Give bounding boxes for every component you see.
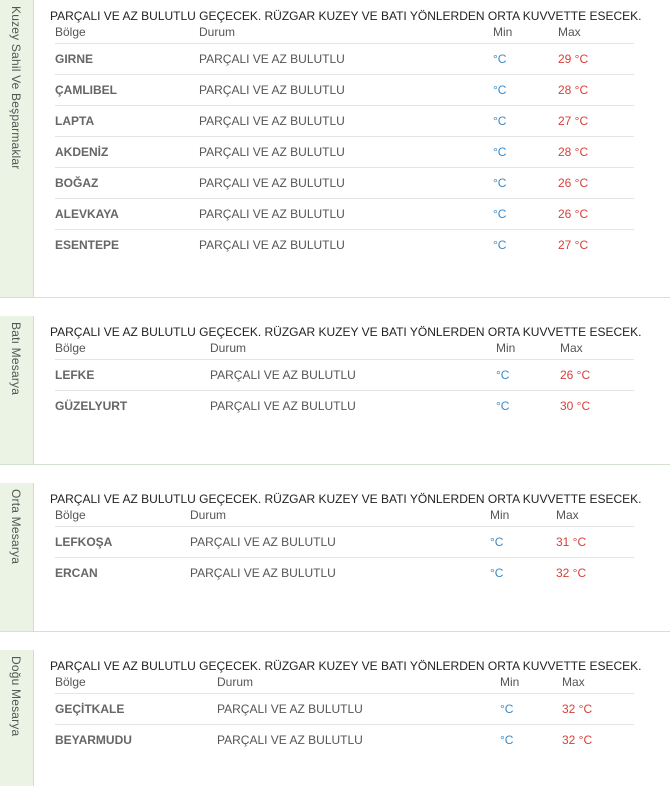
table-header-row	[55, 672, 634, 694]
forecast-summary: PARÇALI VE AZ BULUTLU GEÇECEK. RÜZGAR KUZEY VE BATI YÖNLERDEN ORTA KUVVETTE ESECEK.	[50, 659, 642, 673]
min-temp: °C	[493, 145, 507, 159]
table-row	[55, 391, 634, 421]
header-max: Max	[562, 675, 585, 689]
region-name: BOĞAZ	[55, 176, 99, 190]
table-row	[55, 558, 634, 588]
forecast-table	[55, 338, 634, 421]
forecast-section-dogu-mesarya	[0, 650, 670, 786]
forecast-summary: PARÇALI VE AZ BULUTLU GEÇECEK. RÜZGAR KUZEY VE BATI YÖNLERDEN ORTA KUVVETTE ESECEK.	[50, 325, 642, 339]
header-max: Max	[560, 341, 583, 355]
min-temp: °C	[490, 566, 504, 580]
header-max: Max	[558, 25, 581, 39]
min-temp: °C	[493, 207, 507, 221]
weather-status: PARÇALI VE AZ BULUTLU	[199, 114, 345, 128]
region-group-label: Kuzey Sahil Ve Beşparmaklar	[9, 6, 23, 170]
weather-status: PARÇALI VE AZ BULUTLU	[217, 733, 363, 747]
table-row	[55, 137, 634, 168]
weather-status: PARÇALI VE AZ BULUTLU	[199, 145, 345, 159]
region-name: GIRNE	[55, 52, 94, 66]
header-status: Durum	[217, 675, 254, 689]
forecast-table	[55, 672, 634, 755]
forecast-section-bati-mesarya	[0, 316, 670, 465]
region-name: BEYARMUDU	[55, 733, 132, 747]
header-min: Min	[490, 508, 510, 522]
forecast-table	[55, 22, 634, 260]
max-temp: 26 °C	[560, 368, 591, 382]
weather-status: PARÇALI VE AZ BULUTLU	[199, 176, 345, 190]
weather-status: PARÇALI VE AZ BULUTLU	[199, 83, 345, 97]
header-min: Min	[496, 341, 516, 355]
forecast-table	[55, 505, 634, 588]
region-group-sidebar	[0, 650, 34, 786]
max-temp: 28 °C	[558, 145, 589, 159]
min-temp: °C	[493, 52, 507, 66]
forecast-summary: PARÇALI VE AZ BULUTLU GEÇECEK. RÜZGAR KUZEY VE BATI YÖNLERDEN ORTA KUVVETTE ESECEK.	[50, 492, 642, 506]
min-temp: °C	[500, 733, 514, 747]
max-temp: 28 °C	[558, 83, 589, 97]
forecast-section-kuzey-sahil	[0, 0, 670, 298]
weather-status: PARÇALI VE AZ BULUTLU	[199, 207, 345, 221]
region-group-label: Batı Mesarya	[9, 322, 23, 396]
max-temp: 26 °C	[558, 176, 589, 190]
table-row	[55, 106, 634, 137]
max-temp: 27 °C	[558, 238, 589, 252]
table-row	[55, 230, 634, 260]
header-status: Durum	[210, 341, 247, 355]
forecast-section-orta-mesarya	[0, 483, 670, 632]
weather-status: PARÇALI VE AZ BULUTLU	[190, 566, 336, 580]
max-temp: 32 °C	[556, 566, 587, 580]
region-name: ÇAMLIBEL	[55, 83, 117, 97]
region-group-sidebar	[0, 316, 34, 464]
weather-status: PARÇALI VE AZ BULUTLU	[210, 399, 356, 413]
max-temp: 32 °C	[562, 702, 593, 716]
header-region: Bölge	[55, 341, 86, 355]
min-temp: °C	[490, 535, 504, 549]
table-row	[55, 694, 634, 725]
table-row	[55, 360, 634, 391]
table-header-row	[55, 505, 634, 527]
max-temp: 30 °C	[560, 399, 591, 413]
region-name: GEÇİTKALE	[55, 702, 125, 716]
region-name: ERCAN	[55, 566, 98, 580]
table-header-row	[55, 338, 634, 360]
table-row	[55, 527, 634, 558]
max-temp: 27 °C	[558, 114, 589, 128]
header-min: Min	[500, 675, 520, 689]
table-header-row	[55, 22, 634, 44]
header-region: Bölge	[55, 675, 86, 689]
region-group-label: Doğu Mesarya	[9, 656, 23, 737]
header-status: Durum	[199, 25, 236, 39]
header-min: Min	[493, 25, 513, 39]
max-temp: 31 °C	[556, 535, 587, 549]
region-name: ALEVKAYA	[55, 207, 119, 221]
region-name: LAPTA	[55, 114, 95, 128]
table-row	[55, 725, 634, 755]
table-row	[55, 168, 634, 199]
region-name: LEFKE	[55, 368, 95, 382]
region-group-sidebar	[0, 483, 34, 631]
header-status: Durum	[190, 508, 227, 522]
weather-status: PARÇALI VE AZ BULUTLU	[190, 535, 336, 549]
min-temp: °C	[500, 702, 514, 716]
max-temp: 32 °C	[562, 733, 593, 747]
region-group-sidebar	[0, 0, 34, 297]
region-name: ESENTEPE	[55, 238, 120, 252]
min-temp: °C	[496, 399, 510, 413]
region-name: GÜZELYURT	[55, 399, 128, 413]
max-temp: 26 °C	[558, 207, 589, 221]
table-row	[55, 44, 634, 75]
region-name: AKDENİZ	[55, 145, 109, 159]
min-temp: °C	[496, 368, 510, 382]
header-max: Max	[556, 508, 579, 522]
region-group-label: Orta Mesarya	[9, 489, 23, 565]
max-temp: 29 °C	[558, 52, 589, 66]
table-row	[55, 75, 634, 106]
header-region: Bölge	[55, 508, 86, 522]
weather-status: PARÇALI VE AZ BULUTLU	[199, 52, 345, 66]
weather-status: PARÇALI VE AZ BULUTLU	[210, 368, 356, 382]
header-region: Bölge	[55, 25, 86, 39]
weather-status: PARÇALI VE AZ BULUTLU	[199, 238, 345, 252]
table-row	[55, 199, 634, 230]
min-temp: °C	[493, 114, 507, 128]
forecast-summary: PARÇALI VE AZ BULUTLU GEÇECEK. RÜZGAR KUZEY VE BATI YÖNLERDEN ORTA KUVVETTE ESECEK.	[50, 9, 642, 23]
region-name: LEFKOŞA	[55, 535, 113, 549]
min-temp: °C	[493, 176, 507, 190]
min-temp: °C	[493, 83, 507, 97]
min-temp: °C	[493, 238, 507, 252]
weather-status: PARÇALI VE AZ BULUTLU	[217, 702, 363, 716]
